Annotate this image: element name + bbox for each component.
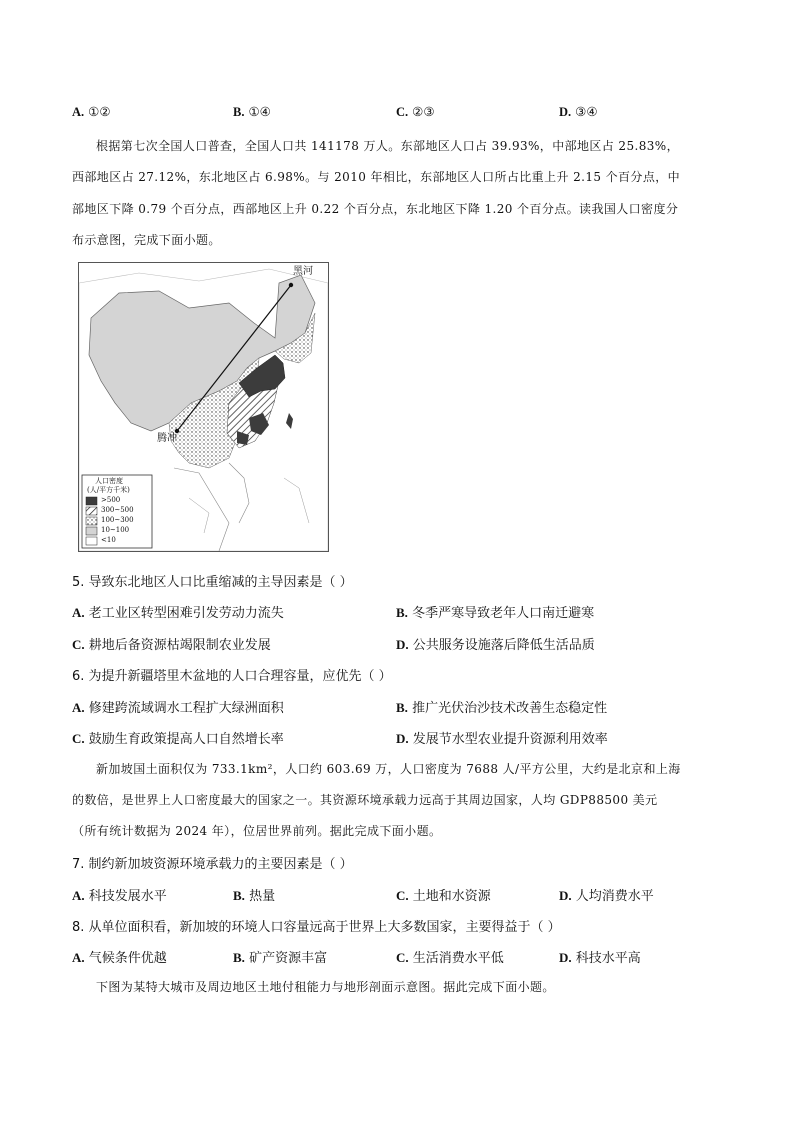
q5-option-b: B. 冬季严寒导致老年人口南迁避寒 [396, 605, 595, 621]
q8-option-b: B. 矿产资源丰富 [233, 950, 328, 966]
q6-option-d: D. 发展节水型农业提升资源利用效率 [396, 731, 608, 747]
q8-option-a: A. 气候条件优越 [72, 950, 167, 966]
legend-item: 300~500 [101, 506, 134, 514]
passage1-line: 布示意图，完成下面小题。 [72, 233, 221, 247]
legend-title: 人口密度 [95, 477, 123, 485]
q6-stem: 6. 为提升新疆塔里木盆地的人口合理容量，应优先（ ） [72, 669, 392, 684]
passage3-line: 下图为某特大城市及周边地区土地付租能力与地形剖面示意图。据此完成下面小题。 [96, 980, 555, 994]
q6-option-a: A. 修建跨流域调水工程扩大绿洲面积 [72, 700, 284, 716]
q8-option-d: D. 科技水平高 [559, 950, 641, 966]
q8-stem: 8. 从单位面积看，新加坡的环境人口容量远高于世界上大多数国家，主要得益于（ ） [72, 920, 561, 935]
legend-item: >500 [101, 496, 121, 504]
passage1-line: 根据第七次全国人口普查，全国人口共 141178 万人。东部地区人口占 39.93%，中部地区占 25.83%， [96, 139, 679, 153]
legend-item: 100~300 [101, 516, 134, 524]
q7-stem: 7. 制约新加坡资源环境承载力的主要因素是（ ） [72, 857, 353, 872]
q4-option-c: C. ②③ [396, 105, 435, 119]
q7-option-c: C. 土地和水资源 [396, 888, 491, 904]
q6-option-c: C. 鼓励生育政策提高人口自然增长率 [72, 731, 284, 747]
q4-option-d: D. ③④ [559, 105, 598, 119]
city-label-heihe: 黑河 [293, 266, 313, 277]
passage1-line: 西部地区占 27.12%，东北地区占 6.98%。与 2010 年相比，东部地区人口所占比重上升 2.15 个百分点，中 [72, 170, 681, 184]
q7-option-a: A. 科技发展水平 [72, 888, 167, 904]
q7-option-b: B. 热量 [233, 888, 276, 904]
q5-option-c: C. 耕地后备资源枯竭限制农业发展 [72, 637, 271, 653]
q5-option-a: A. 老工业区转型困难引发劳动力流失 [72, 605, 284, 621]
population-density-map [78, 262, 329, 552]
passage2-line: 的数倍，是世界上人口密度最大的国家之一。其资源环境承载力远高于其周边国家，人均 GDP88500 美元 [72, 793, 658, 807]
legend-item: <10 [101, 536, 116, 544]
heihe-marker [289, 283, 293, 287]
q6-option-b: B. 推广光伏治沙技术改善生态稳定性 [396, 700, 608, 716]
q4-option-b: B. ①④ [233, 105, 271, 119]
q5-stem: 5. 导致东北地区人口比重缩减的主导因素是（ ） [72, 575, 353, 590]
q8-option-c: C. 生活消费水平低 [396, 950, 504, 966]
legend-unit: (人/平方千米) [87, 486, 130, 494]
q4-option-a: A. ①② [72, 105, 111, 119]
legend-item: 10~100 [101, 526, 130, 534]
passage1-line: 部地区下降 0.79 个百分点，西部地区上升 0.22 个百分点，东北地区下降 1.20 个百分点。读我国人口密度分 [72, 202, 679, 216]
q7-option-d: D. 人均消费水平 [559, 888, 654, 904]
q5-option-d: D. 公共服务设施落后降低生活品质 [396, 637, 595, 653]
city-label-tengchong: 腾冲 [157, 433, 177, 444]
passage2-line: （所有统计数据为 2024 年），位居世界前列。据此完成下面小题。 [72, 824, 442, 838]
passage2-line: 新加坡国土面积仅为 733.1km²，人口约 603.69 万，人口密度为 7688 人/平方公里，大约是北京和上海 [96, 762, 681, 776]
